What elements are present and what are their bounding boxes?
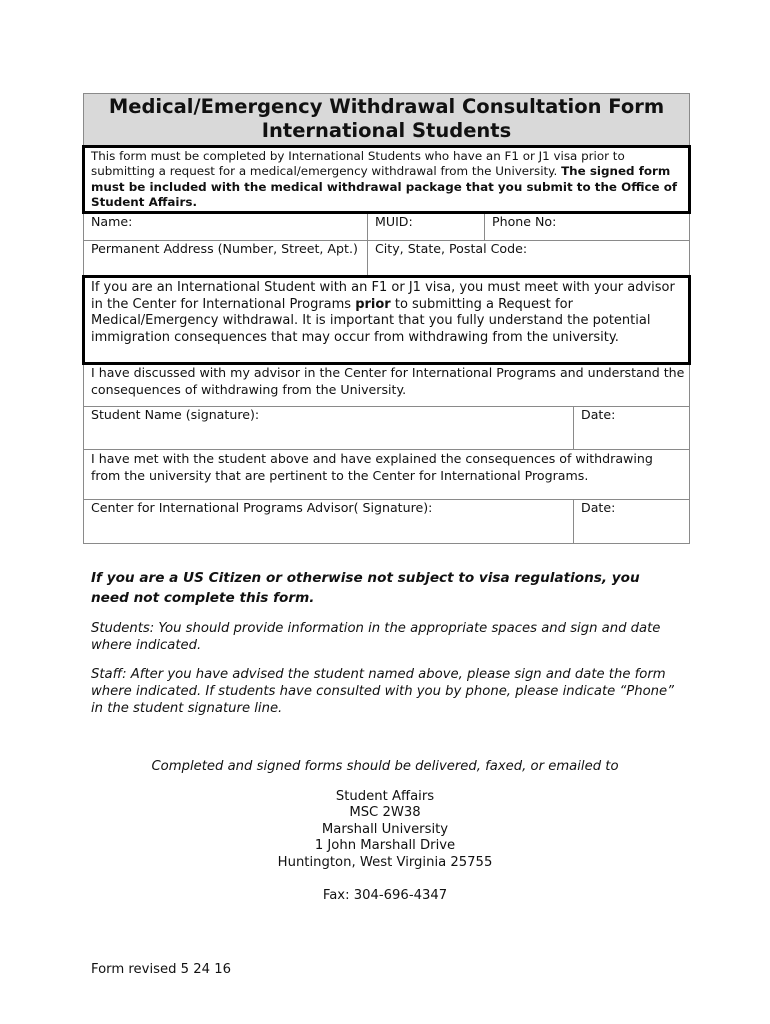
- advisor-date-label: Date:: [581, 500, 616, 516]
- us-citizen-note: If you are a US Citizen or otherwise not subject to visa regulations, you need not complete this form.: [91, 570, 640, 606]
- student-date-label: Date:: [581, 407, 616, 423]
- advisor-notice-bold: prior: [355, 296, 391, 312]
- advisor-signature-field[interactable]: [84, 500, 574, 544]
- advisor-statement: [84, 450, 690, 500]
- student-signature-label: Student Name (signature):: [91, 407, 260, 423]
- advisor-notice: [84, 277, 690, 364]
- mailing-address: [0, 789, 770, 871]
- advisor-date-field[interactable]: [574, 500, 690, 544]
- address-line: MSC 2W38: [349, 805, 421, 821]
- student-signature-field[interactable]: [84, 407, 574, 450]
- students-instructions: Students: You should provide information in the appropriate spaces and sign and date where indicated.: [91, 621, 661, 653]
- permanent-address-field[interactable]: [84, 241, 368, 277]
- advisor-statement-text: I have met with the student above and have explained the consequences of withdrawing from the university that are pertinent to the Center for International Programs.: [91, 451, 653, 483]
- address-line: Marshall University: [321, 821, 449, 837]
- intro-text: This form must be completed by International Students who have an F1 or J1 visa prior to submitting a request for a medical/emergency withdrawal from the University.: [91, 149, 625, 179]
- name-field[interactable]: [84, 213, 368, 241]
- address-line: Huntington, West Virginia 25755: [277, 854, 493, 870]
- form-title: [84, 94, 690, 147]
- city-state-zip-field[interactable]: [368, 241, 690, 277]
- student-date-field[interactable]: [574, 407, 690, 450]
- muid-label: MUID:: [375, 214, 413, 230]
- staff-instructions: Staff: After you have advised the student named above, please sign and date the form where indicated. If students have consulted with you by phone, please indicate “Phone” in the student signature line.: [91, 667, 674, 716]
- intro-notice: [84, 147, 690, 213]
- student-statement-text: I have discussed with my advisor in the Center for International Programs and understand the consequences of withdrawing from the University.: [91, 365, 685, 397]
- address-line: Student Affairs: [335, 789, 435, 804]
- advisor-notice-text: If you are an International Student with an F1 or J1 visa, you must meet with your advisor in the Center for International Programs: [91, 280, 675, 312]
- city-state-zip-label: City, State, Postal Code:: [375, 241, 528, 257]
- student-statement: [84, 364, 690, 407]
- intro-bold-text: The signed form must be included with the medical withdrawal package that you submit to the Office of Student Affairs.: [91, 164, 678, 209]
- form-title-line1: Medical/Emergency Withdrawal Consultation Form: [108, 95, 665, 118]
- withdrawal-form-table: [82, 93, 691, 544]
- form-revision-date: Form revised 5 24 16: [91, 962, 232, 977]
- permanent-address-label: Permanent Address (Number, Street, Apt.): [91, 241, 358, 257]
- advisor-notice-text-cont: to submitting a Request for Medical/Emergency withdrawal. It is important that you fully understand the potential immigration consequences that may occur from withdrawing from the university.: [91, 296, 651, 345]
- form-title-line2: International Students: [261, 119, 512, 142]
- phone-field[interactable]: [485, 213, 690, 241]
- phone-label: Phone No:: [492, 214, 557, 230]
- advisor-signature-label: Center for International Programs Advisor( Signature):: [91, 500, 433, 516]
- address-line: 1 John Marshall Drive: [314, 838, 456, 854]
- delivery-note: Completed and signed forms should be delivered, faxed, or emailed to: [151, 759, 619, 774]
- fax-number: Fax: 304-696-4347: [322, 888, 448, 903]
- name-label: Name:: [91, 214, 133, 230]
- muid-field[interactable]: [368, 213, 485, 241]
